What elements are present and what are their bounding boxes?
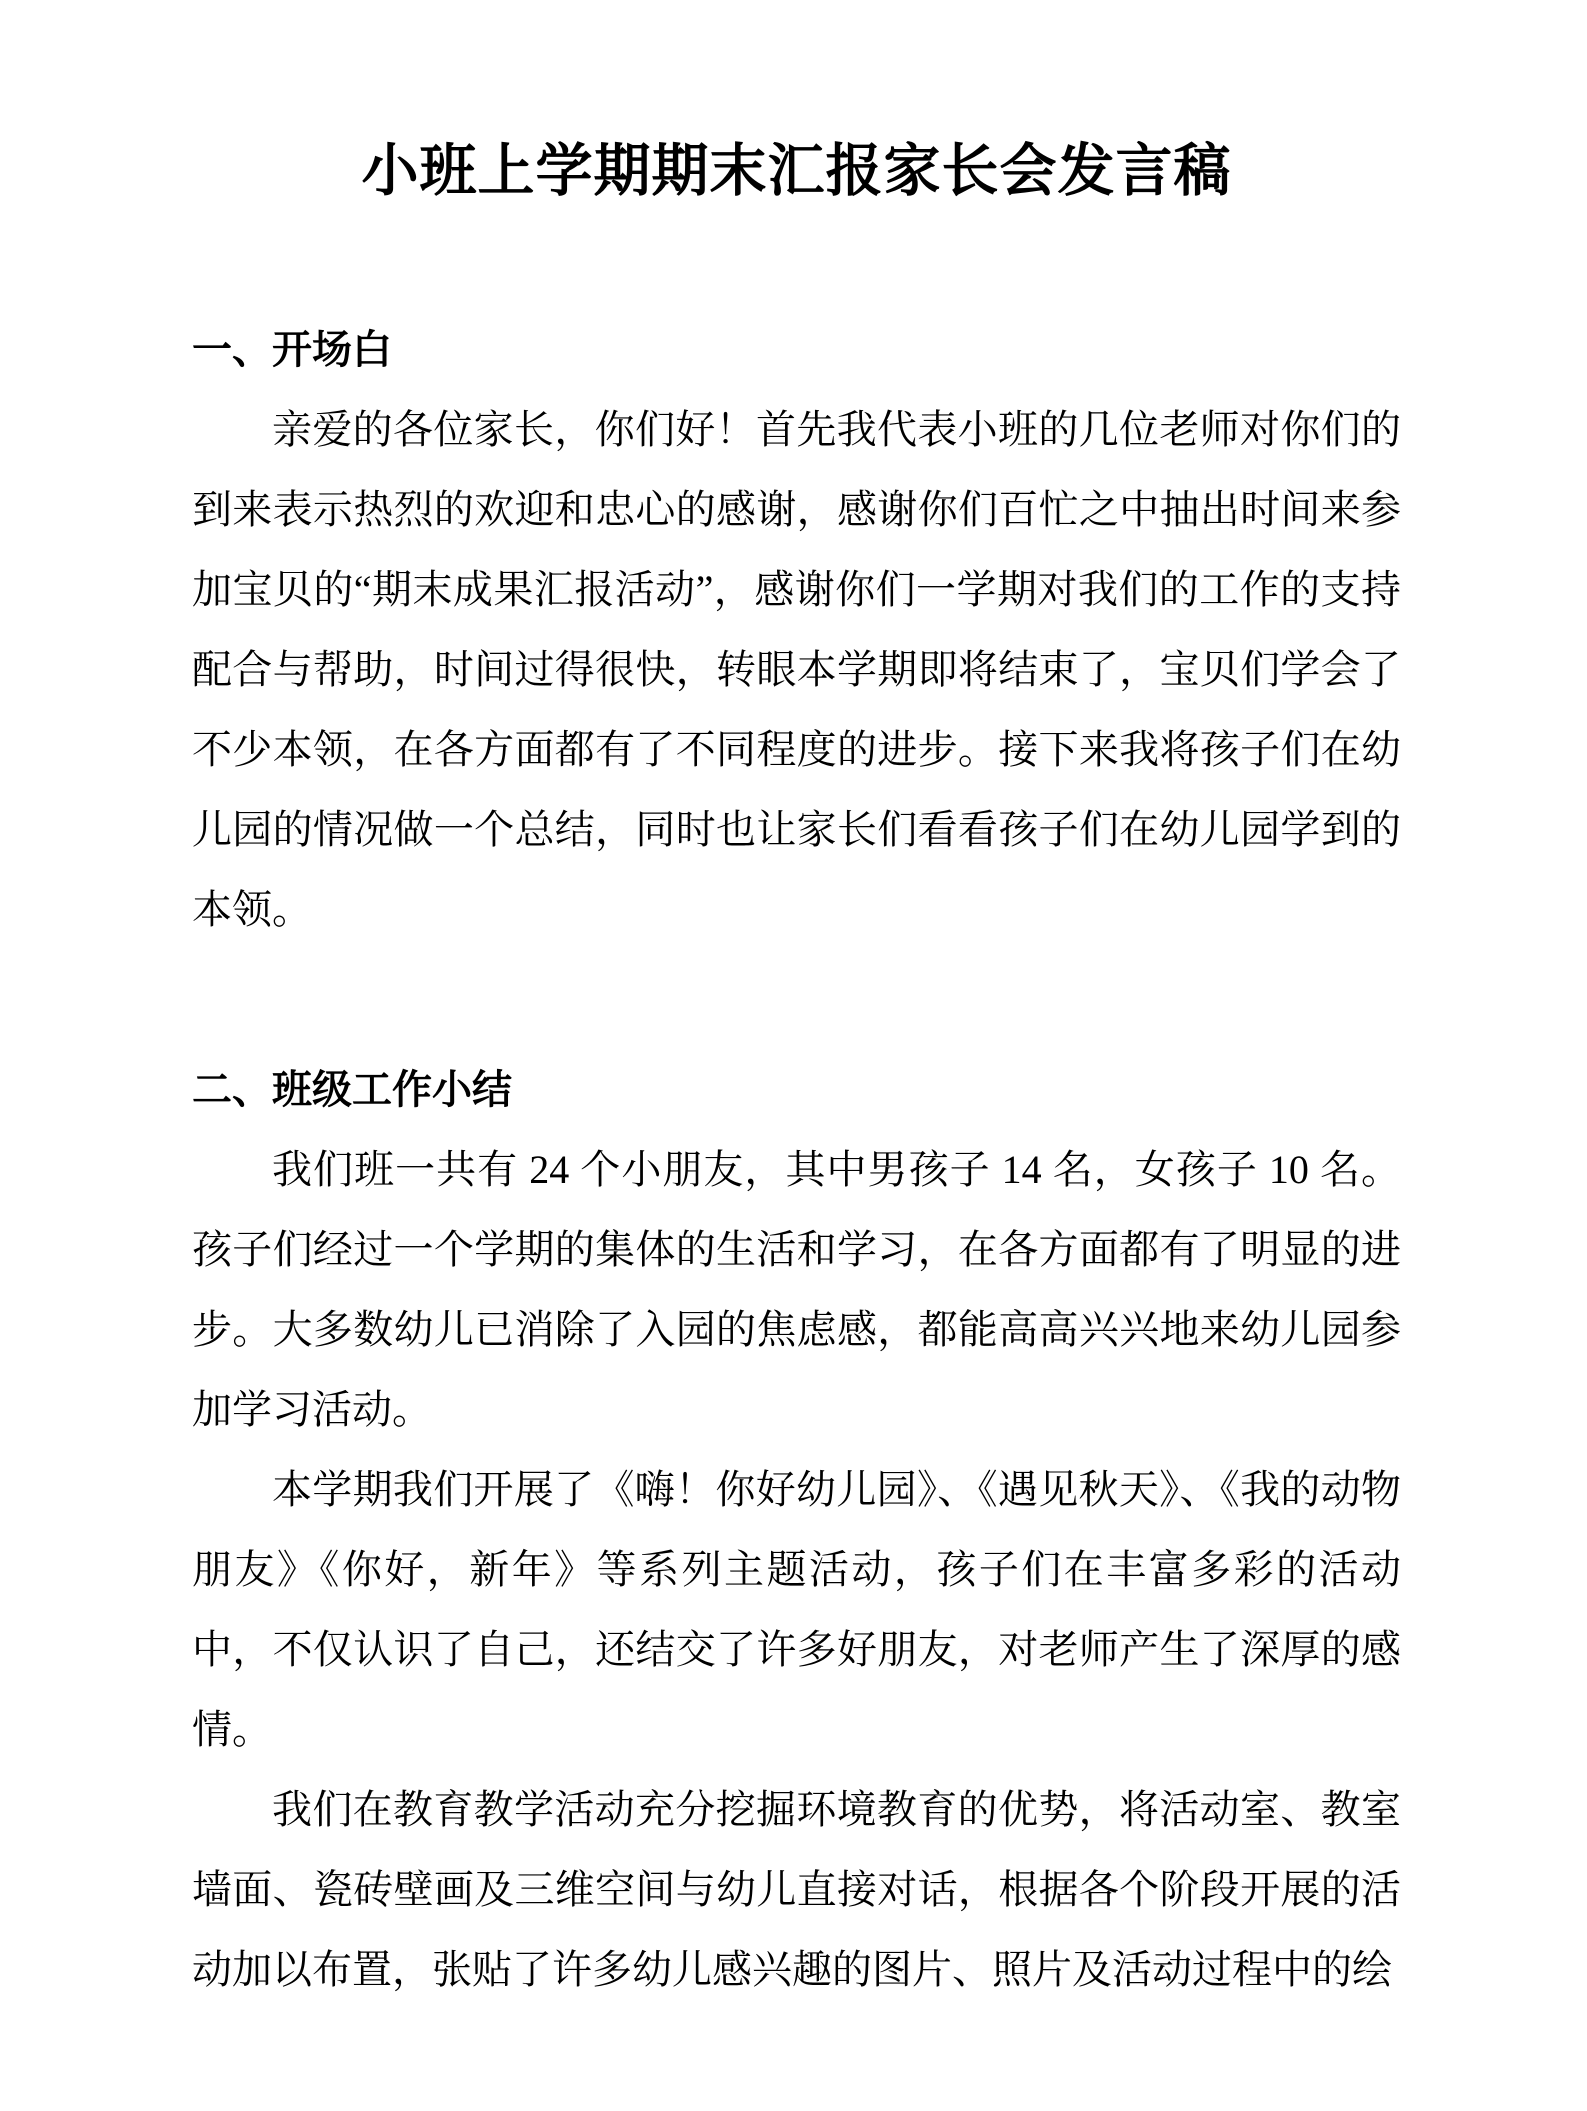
section-opening [192, 310, 1401, 950]
document-title: 小班上学期期末汇报家长会发言稿 [361, 140, 1232, 203]
paragraph: 本学期我们开展了《嗨！你好幼儿园》、《遇见秋天》、《我的动物朋友》《你好，新年》等系列主题活动，孩子们在丰富多彩的活动中，不仅认识了自己，还结交了许多好朋友，对老师产生了深厚的感情。 [192, 1467, 1401, 1752]
paragraph: 我们班一共有 24 个小朋友，其中男孩子 14 名，女孩子 10 名。孩子们经过一个学期的集体的生活和学习，在各方面都有了明显的进步。大多数幼儿已消除了入园的焦虑感，都能高高兴兴地来幼儿园参加学习活动。 [192, 1147, 1401, 1432]
paragraph: 亲爱的各位家长，你们好！首先我代表小班的几位老师对你们的到来表示热烈的欢迎和忠心的感谢，感谢你们百忙之中抽出时间来参加宝贝的“期末成果汇报活动”，感谢你们一学期对我们的工作的支持配合与帮助，时间过得很快，转眼本学期即将结束了，宝贝们学会了不少本领，在各方面都有了不同程度的进步。接下来我将孩子们在幼儿园的情况做一个总结，同时也让家长们看看孩子们在幼儿园学到的本领。 [192, 407, 1401, 932]
section-heading-class-work-summary: 二、班级工作小结 [192, 1067, 512, 1112]
section-heading-opening: 一、开场白 [192, 327, 392, 372]
section-class-work-summary [192, 1050, 1401, 2010]
paragraph: 我们在教育教学活动充分挖掘环境教育的优势，将活动室、教室墙面、瓷砖壁画及三维空间与幼儿直接对话，根据各个阶段开展的活动加以布置，张贴了许多幼儿感兴趣的图片、照片及活动过程中的绘 [192, 1787, 1401, 1992]
